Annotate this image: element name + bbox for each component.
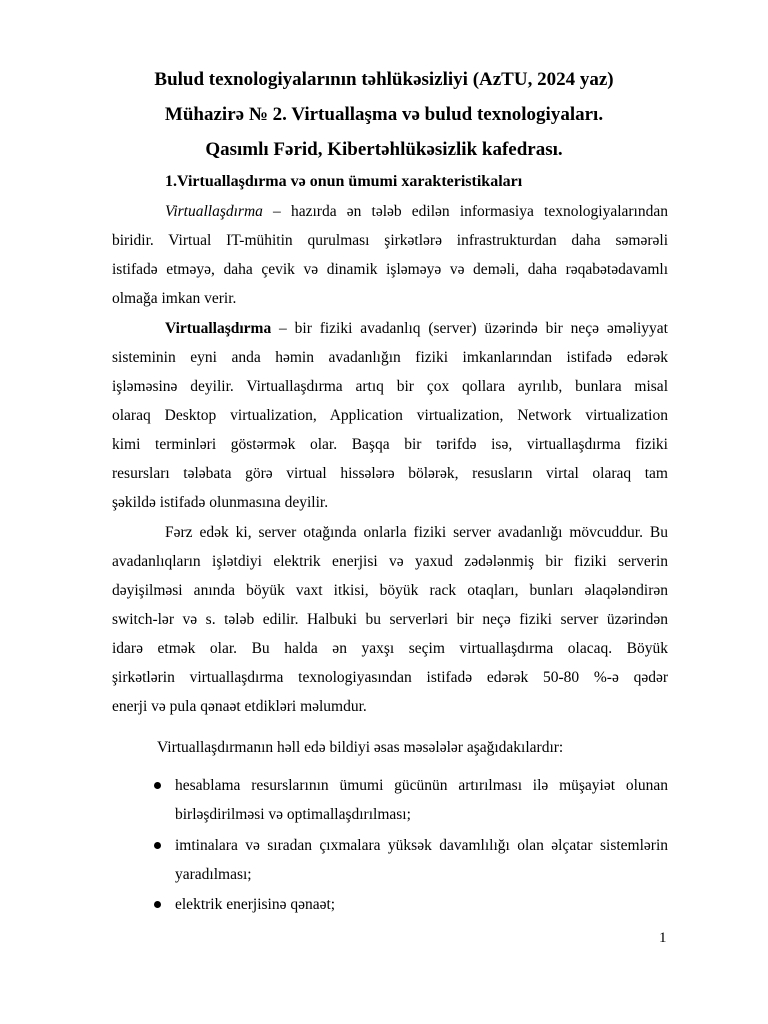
lecture-title: Mühazirə № 2. Virtuallaşma və bulud texnologiyaları. xyxy=(164,104,604,125)
paragraph-2-line: olaraq Desktop virtualization, Application virtualization, Network virtualization xyxy=(112,407,668,424)
paragraph-3-line: idarə etmək olar. Bu halda ən yaxşı seçim virtuallaşdırma olacaq. Böyük xyxy=(112,640,668,657)
page-number: 1 xyxy=(659,930,667,946)
bullet-dot-icon xyxy=(154,782,161,789)
section-number: 1. xyxy=(165,173,177,190)
section-heading xyxy=(165,172,522,192)
paragraph-3-line: Fərz edək ki, server otağında onlarla fiziki server avadanlığı mövcuddur. Bu xyxy=(165,524,668,541)
list-item: elektrik enerjisinə qənaət; xyxy=(175,896,336,913)
paragraph-2-line: işləməsinə deyilir. Virtuallaşdırma artıq bir çox qollara ayrılıb, bunlara misal xyxy=(112,378,668,395)
term-bold: Virtuallaşdırma xyxy=(165,320,272,337)
paragraph-3-line: avadanlıqların işlətdiyi elektrik enerjisi və yaxud zədələnmiş bir fiziki serverin xyxy=(112,553,668,570)
paragraph-2-line: resursları tələbata görə virtual hissələrə bölərək, resusların virtal olaraq tam xyxy=(112,465,668,482)
list-item: imtinalara və sıradan çıxmalara yüksək davamlılığı olan əlçatar sistemlərin xyxy=(175,837,668,854)
paragraph-1-line: biridir. Virtual IT-mühitin qurulması şirkətlərə infrastrukturdan daha səmərəli xyxy=(112,232,668,249)
paragraph-1-line: istifadə etməyə, daha çevik və dinamik işləməyə və deməli, daha rəqabətədavamlı xyxy=(112,261,668,278)
paragraph-2-line: şəkildə istifadə olunmasına deyilir. xyxy=(112,494,329,511)
paragraph-3-line: switch-lər və s. tələb edilir. Halbuki bu serverləri bir neçə fiziki server üzərindən xyxy=(112,611,668,628)
paragraph-2-line: Virtuallaşdırma – bir fiziki avadanlıq (server) üzərində bir neçə əməliyyat xyxy=(165,320,668,337)
paragraph-2-line: kimi terminləri göstərmək olar. Başqa bir tərifdə isə, virtuallaşdırma fiziki xyxy=(112,436,668,453)
paragraph-3-line: enerji və pula qənaət etdikləri məlumdur. xyxy=(112,698,367,715)
bullet-dot-icon xyxy=(154,842,161,849)
paragraph-1-line: olmağa imkan verir. xyxy=(112,290,237,307)
paragraph-1-line: Virtuallaşdırma – hazırda ən tələb edilən informasiya texnologiyalarından xyxy=(165,203,668,220)
list-item-continuation: yaradılması; xyxy=(175,866,252,883)
bullet-dot-icon xyxy=(154,901,161,908)
list-item: hesablama resurslarının ümumi gücünün artırılması ilə müşayiət olunan xyxy=(175,777,668,794)
author-line: Qasımlı Fərid, Kibertəhlükəsizlik kafedrası. xyxy=(205,139,563,160)
paragraph-3-line: şirkətlərin virtuallaşdırma texnologiyasından istifadə edərək 50-80 %-ə qədər xyxy=(112,669,668,686)
paragraph-3-line: dəyişilməsi anında böyük vaxt itkisi, böyük rack otaqları, bunları əlaqələndirən xyxy=(112,582,668,599)
list-item-continuation: birləşdirilməsi və optimallaşdırılması; xyxy=(175,806,411,823)
term-italic: Virtuallaşdırma xyxy=(165,203,263,220)
paragraph-2-line: sisteminin eyni anda həmin avadanlığın fiziki imkanlarından istifadə edərək xyxy=(112,349,668,366)
document-title: Bulud texnologiyalarının təhlükəsizliyi (AzTU, 2024 yaz) xyxy=(154,69,614,90)
section-title-text: Virtuallaşdırma və onun ümumi xarakteristikaları xyxy=(177,173,523,190)
list-intro: Virtuallaşdırmanın həll edə bildiyi əsas məsələlər aşağıdakılardır: xyxy=(157,739,564,756)
